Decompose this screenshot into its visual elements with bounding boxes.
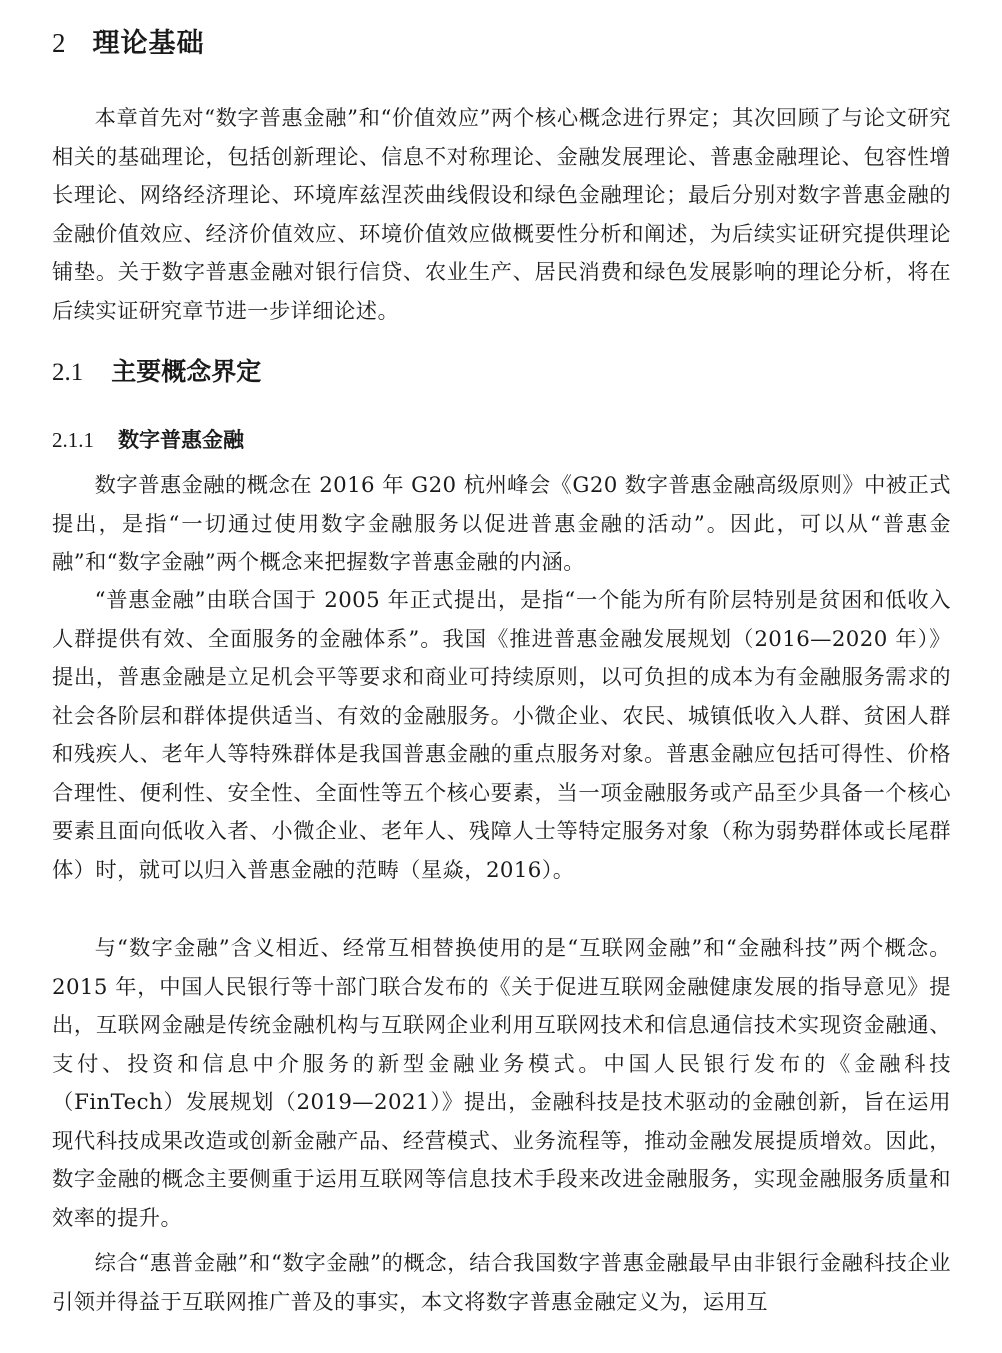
chapter-title: 理论基础 bbox=[92, 28, 205, 59]
intro-paragraph: 本章首先对“数字普惠金融”和“价值效应”两个核心概念进行界定；其次回顾了与论文研究相关的基础理论，包括创新理论、信息不对称理论、金融发展理论、普惠金融理论、包容性增长理论、网络经济理论、环境库兹涅茨曲线假设和绿色金融理论；最后分别对数字普惠金融的金融价值效应、经济价值效应、环境价值效应做概要性分析和阐述，为后续实证研究提供理论铺垫。关于数字普惠金融对银行信贷、农业生产、居民消费和绿色发展影响的理论分析，将在后续实证研究章节进一步详细论述。 bbox=[52, 106, 951, 324]
body-paragraph: “普惠金融”由联合国于 2005 年正式提出，是指“一个能为所有阶层特别是贫困和低收入人群提供有效、全面服务的金融体系”。我国《推进普惠金融发展规划（2016—2020 年）》提出，普惠金融是立足机会平等要求和商业可持续原则，以可负担的成本为有金融服务需求的社会各阶层和群体提供适当、有效的金融服务。小微企业、农民、城镇低收入人群、贫困人群和残疾人、老年人等特殊群体是我国普惠金融的重点服务对象。普惠金融应包括可得性、价格合理性、便利性、安全性、全面性等五个核心要素，当一项金融服务或产品至少具备一个核心要素且面向低收入者、小微企业、老年人、残障人士等特定服务对象（称为弱势群体或长尾群体）时，就可以归入普惠金融的范畴（星焱，2016）。 bbox=[52, 588, 951, 883]
body-paragraph: 综合“惠普金融”和“数字金融”的概念，结合我国数字普惠金融最早由非银行金融科技企业引领并得益于互联网推广普及的事实，本文将数字普惠金融定义为，运用互 bbox=[52, 1251, 951, 1315]
body-paragraph: 与“数字金融”含义相近、经常互相替换使用的是“互联网金融”和“金融科技”两个概念。2015 年，中国人民银行等十部门联合发布的《关于促进互联网金融健康发展的指导意见》提出，互联网金融是传统金融机构与互联网企业利用互联网技术和信息通信技术实现资金融通、支付、投资和信息中介服务的新型金融业务模式。中国人民银行发布的《金融科技（FinTech）发展规划（2019—2021）》提出，金融科技是技术驱动的金融创新，旨在运用现代科技成果改造或创新金融产品、经营模式、业务流程等，推动金融发展提质增效。因此，数字金融的概念主要侧重于运用互联网等信息技术手段来改进金融服务，实现金融服务质量和效率的提升。 bbox=[52, 936, 951, 1231]
subsection-title: 数字普惠金融 bbox=[118, 428, 244, 452]
subsection-number: 2.1.1 bbox=[52, 428, 94, 452]
chapter-number: 2 bbox=[52, 28, 67, 58]
chapter-heading bbox=[52, 24, 205, 63]
section-number: 2.1 bbox=[52, 359, 84, 386]
section-title: 主要概念界定 bbox=[111, 357, 262, 386]
subsection-heading bbox=[52, 424, 244, 456]
section-heading bbox=[52, 354, 261, 391]
body-paragraph: 数字普惠金融的概念在 2016 年 G20 杭州峰会《G20 数字普惠金融高级原则》中被正式提出，是指“一切通过使用数字金融服务以促进普惠金融的活动”。因此，可以从“普惠金融”和“数字金融”两个概念来把握数字普惠金融的内涵。 bbox=[52, 473, 951, 575]
